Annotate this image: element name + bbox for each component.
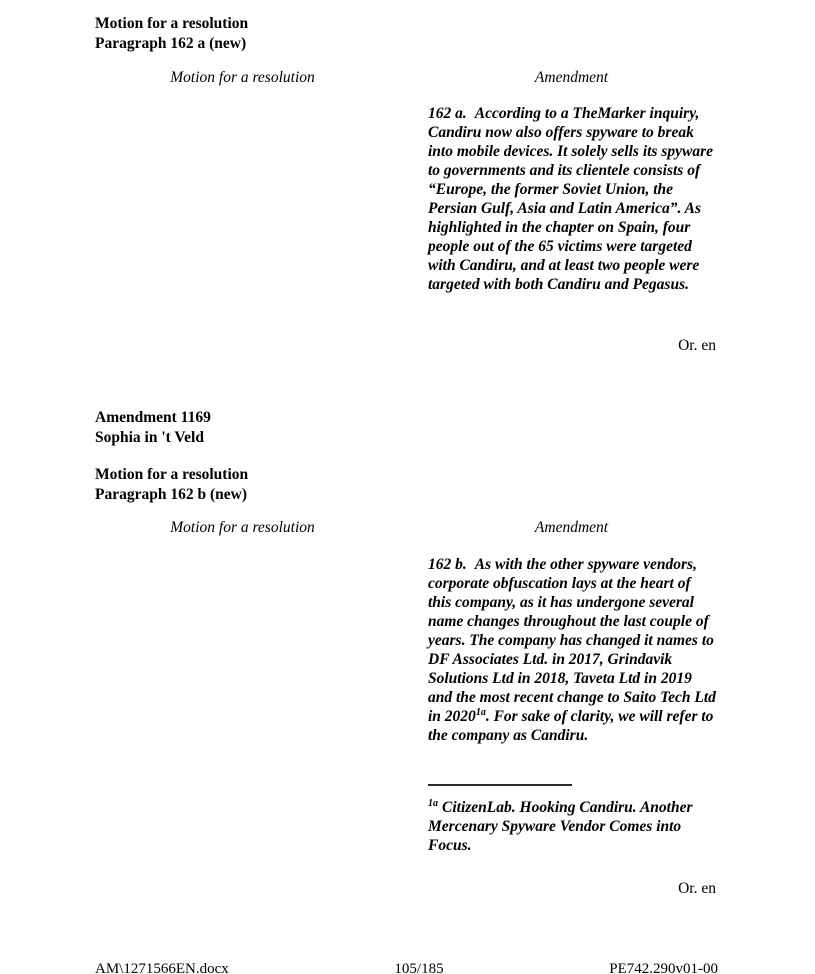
section2-amendment-number: 162 b.	[428, 556, 467, 573]
section2-origin-label: Or. en	[678, 880, 716, 897]
section1-heading-line1: Motion for a resolution	[95, 15, 249, 32]
footer-page-number: 105/185	[394, 961, 444, 974]
footnote-text-block	[428, 798, 717, 855]
footer-document-name: AM\1271566EN.docx	[95, 961, 229, 974]
section2-footnote-reference: 1a	[475, 706, 486, 718]
section1-col-header-motion: Motion for a resolution	[170, 69, 315, 86]
section2-heading-line1: Motion for a resolution	[95, 466, 249, 483]
section1-amendment-text	[428, 104, 717, 294]
section1-heading	[95, 14, 248, 53]
section1-amendment-number: 162 a.	[428, 105, 467, 122]
section2-amendment-label-block	[95, 408, 211, 447]
footnote-separator	[428, 784, 572, 786]
footnote-text: CitizenLab. Hooking Candiru. Another Mercenary Spyware Vendor Comes into Focus.	[428, 799, 693, 854]
page-footer	[95, 960, 718, 974]
section2-amendment-text	[428, 555, 717, 745]
section2-author: Sophia in 't Veld	[95, 428, 204, 446]
footer-reference-number: PE742.290v01-00	[609, 961, 718, 974]
section1-origin-label: Or. en	[678, 337, 716, 354]
section2-heading-line2: Paragraph 162 b (new)	[95, 485, 247, 503]
section2-amendment-body-part1: As with the other spyware vendors, corporate obfuscation lays at the heart of this company, as it has undergone several name changes throughout the last couple of years. The company has changed it names to DF Associates Ltd. in 2017, Grindavik Solutions Ltd in 2018, Taveta Ltd in 2019 and the most recent change to Saito Tech Ltd in 2020	[428, 556, 716, 725]
section2-amendment-number-label: Amendment 1169	[95, 409, 211, 426]
section2-footnote	[428, 784, 717, 855]
footnote-marker: 1a	[428, 797, 438, 809]
section1-heading-line2: Paragraph 162 a (new)	[95, 34, 247, 52]
section1-col-header-amendment: Amendment	[534, 69, 609, 86]
section2-amendment-body-part2: . For sake of clarity, we will refer to the company as Candiru.	[428, 708, 714, 744]
section1-amendment-body: According to a TheMarker inquiry, Candiru now also offers spyware to break into mobile devices. It solely sells its spyware to governments and its clientele consists of “Europe, the former Soviet Union, the Persian Gulf, Asia and Latin America”. As highlighted in the chapter on Spain, four people out of the 65 victims were targeted with Candiru, and at least two people were targeted with both Candiru and Pegasus.	[428, 105, 713, 293]
section2-col-header-amendment: Amendment	[534, 519, 609, 536]
section2-col-header-motion: Motion for a resolution	[170, 519, 315, 536]
section2-heading	[95, 465, 248, 504]
